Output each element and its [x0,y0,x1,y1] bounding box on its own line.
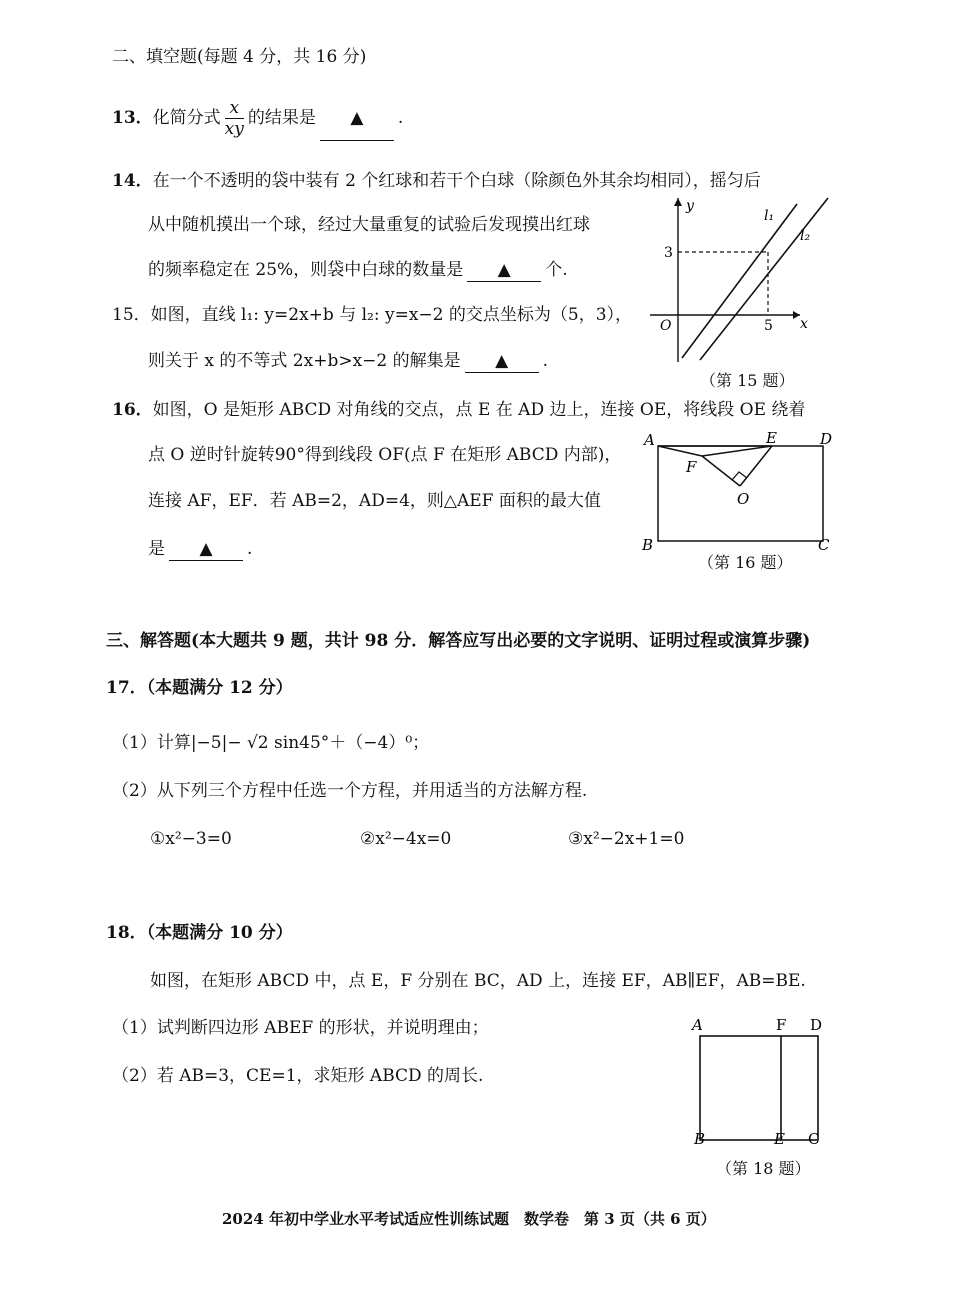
x-arrow [793,311,800,319]
question-text: 如图，直线 l₁: y=2x+b 与 l₂: y=x−2 的交点坐标为（5，3）， [150,305,633,325]
label-3: 3 [664,245,673,261]
question-text: . [247,539,253,559]
question-15-line2 [148,350,548,373]
label-c: C [818,536,830,554]
label-a: A [644,431,655,449]
question-text: 如图，O 是矩形 ABCD 对角线的交点，点 E 在 AD 边上，连接 OE，将线段 OE 绕着 [152,400,806,420]
label-b: B [642,536,654,554]
label-l1: l₁ [764,208,775,224]
y-arrow [674,198,682,206]
label-d: D [820,430,833,448]
figure-15 [640,190,840,370]
segment-ef [702,446,772,456]
question-18-part1: （1）试判断四边形 ABEF 的形状，并说明理由； [112,1018,489,1038]
label-o: O [737,490,750,508]
label-c: C [808,1130,820,1148]
label-a: A [692,1016,703,1034]
equation-1: ①x²−3=0 [150,829,232,849]
question-13 [112,96,403,141]
label-f: F [776,1016,787,1034]
question-15-line1 [112,304,632,326]
answer-blank: ▲ [467,259,541,282]
question-text: . [542,351,549,371]
question-16-line3: 连接 AF，EF．若 AB=2，AD=4，则△AEF 面积的最大值 [148,491,601,511]
question-text: 在一个不透明的袋中装有 2 个红球和若干个白球（除颜色外其余均相同），摇匀后 [152,171,761,191]
equation-2: ②x²−4x=0 [360,829,452,849]
question-16-line2: 点 O 逆时针旋转90°得到线段 OF(点 F 在矩形 ABCD 内部)， [148,445,622,465]
answer-blank: ▲ [465,350,539,373]
answer-blank: ▲ [169,538,243,561]
section2-title: 二、填空题(每题 4 分，共 16 分) [112,47,367,67]
question-text: 的结果是 [247,108,316,128]
label-x: x [800,316,808,332]
question-number: 13． [112,108,153,128]
label-f: F [686,458,697,476]
answer-blank: ▲ [320,96,394,141]
question-14-line3 [148,259,568,282]
rectangle-abcd [700,1036,818,1140]
figure-16-caption: （第 16 题） [698,553,793,572]
right-angle-mark [732,472,747,480]
segment-of [702,456,740,486]
label-e: E [766,429,777,447]
figure-16 [640,426,840,556]
fraction-numerator: x [225,98,244,119]
question-text: 个. [545,260,568,280]
question-text: 是 [148,539,165,559]
figure-18 [688,1012,836,1152]
label-d: D [810,1016,823,1034]
question-number: 16． [112,400,153,420]
label-y: y [686,198,694,214]
question-18-part2: （2）若 AB=3，CE=1，求矩形 ABCD 的周长. [112,1066,484,1086]
question-18-intro: 如图，在矩形 ABCD 中，点 E，F 分别在 BC，AD 上，连接 EF，AB∥EF，AB=BE. [150,971,806,991]
question-number: 15． [112,305,151,325]
question-17-part1: （1）计算|−5|− √2 sin45°＋（−4）⁰； [112,733,430,753]
question-text: 化简分式 [152,108,221,128]
question-number: 14． [112,171,153,191]
question-16-line1 [112,399,805,421]
section3-title: 三、解答题(本大题共 9 题，共计 98 分．解答应写出必要的文字说明、证明过程或演算步骤) [106,631,811,651]
label-e: E [774,1130,785,1148]
question-14-line2: 从中随机摸出一个球，经过大量重复的试验后发现摸出红球 [148,215,590,235]
period: . [397,108,404,128]
figure-15-caption: （第 15 题） [700,371,795,390]
question-18-header: 18．（本题满分 10 分） [106,923,293,943]
question-16-line4 [148,538,252,561]
equation-3: ③x²−2x+1=0 [568,829,685,849]
fraction [225,98,244,139]
question-text: 则关于 x 的不等式 2x+b>x−2 的解集是 [148,351,461,371]
segment-af [658,446,702,456]
label-5: 5 [764,318,773,334]
question-17-header: 17．（本题满分 12 分） [106,678,293,698]
figure-18-caption: （第 18 题） [716,1159,811,1178]
segment-oe [740,446,772,486]
label-b: B [694,1130,706,1148]
question-17-part2: （2）从下列三个方程中任选一个方程，并用适当的方法解方程. [112,781,588,801]
label-l2: l₂ [800,228,811,244]
line-l1 [682,204,797,358]
fraction-denominator: xy [224,119,244,139]
label-origin: O [660,318,672,334]
question-14-line1 [112,170,761,192]
question-text: 的频率稳定在 25%，则袋中白球的数量是 [148,260,464,280]
page-footer: 2024 年初中学业水平考试适应性训练试题 数学卷 第 3 页（共 6 页） [222,1210,716,1228]
